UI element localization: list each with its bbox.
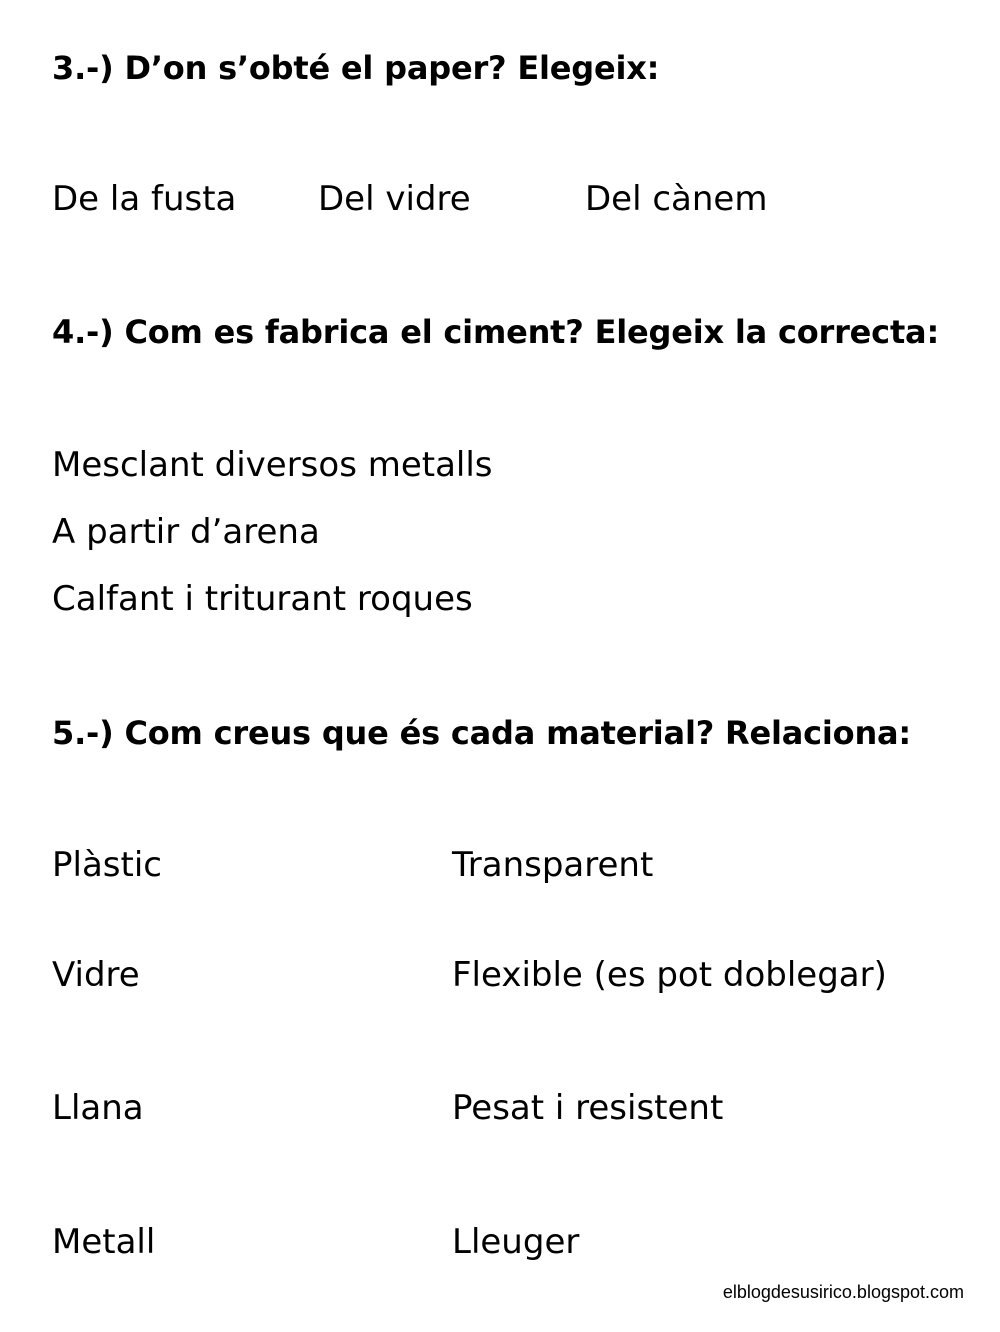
q3-option-glass[interactable]: Del vidre [318, 179, 471, 219]
q5-property-heavy-resistant[interactable]: Pesat i resistent [452, 1088, 724, 1128]
q5-material-glass[interactable]: Vidre [52, 955, 140, 995]
q3-option-wood[interactable]: De la fusta [52, 179, 237, 219]
source-footer: elblogdesusirico.blogspot.com [722, 1282, 964, 1302]
q4-option-rocks[interactable]: Calfant i triturant roques [52, 579, 473, 619]
question-5-title: 5.-) Com creus que és cada material? Relaciona: [52, 714, 912, 752]
question-3-title: 3.-) D’on s’obté el paper? Elegeix: [52, 49, 660, 87]
q5-material-plastic[interactable]: Plàstic [52, 845, 162, 885]
q5-material-metal[interactable]: Metall [52, 1222, 156, 1262]
q4-option-metals[interactable]: Mesclant diversos metalls [52, 445, 493, 485]
question-4-title: 4.-) Com es fabrica el ciment? Elegeix la correcta: [52, 313, 940, 351]
q5-property-transparent[interactable]: Transparent [452, 845, 654, 885]
q5-property-flexible[interactable]: Flexible (es pot doblegar) [452, 955, 887, 995]
q5-property-light[interactable]: Lleuger [452, 1222, 580, 1262]
q5-material-wool[interactable]: Llana [52, 1088, 144, 1128]
q4-option-sand[interactable]: A partir d’arena [52, 512, 320, 552]
q3-option-hemp[interactable]: Del cànem [585, 179, 768, 219]
